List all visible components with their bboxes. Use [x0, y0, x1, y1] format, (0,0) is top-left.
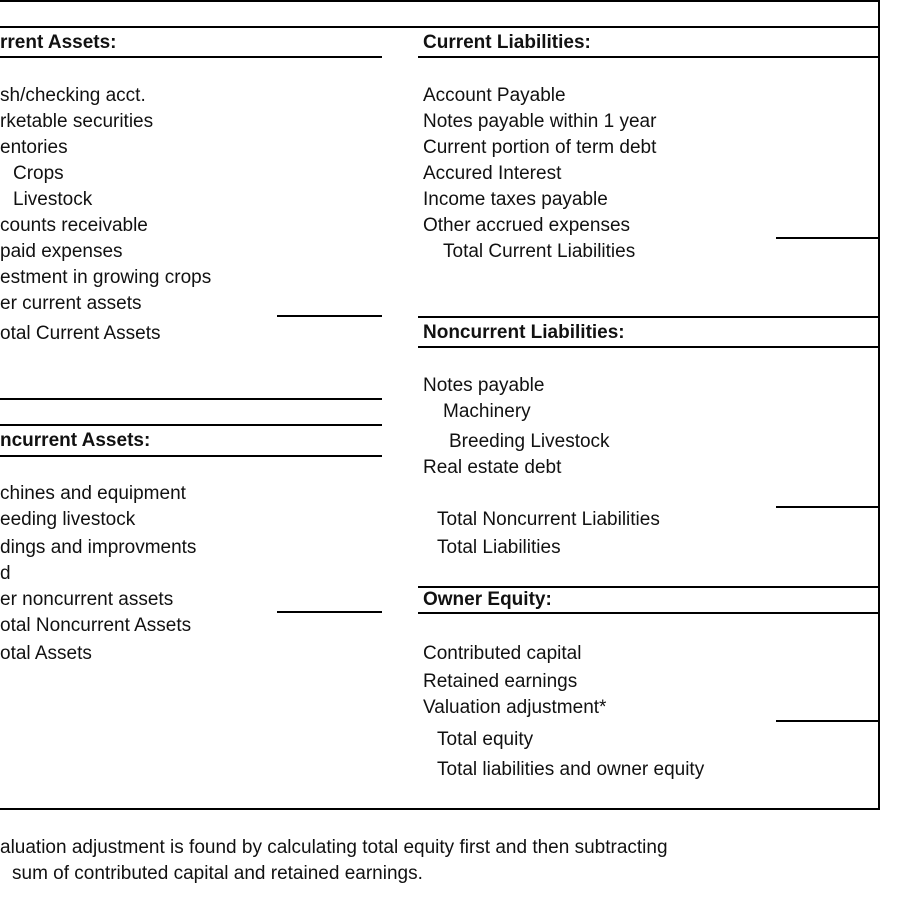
liability-notes-machinery: Machinery: [443, 401, 531, 422]
asset-inventories: entories: [0, 137, 68, 158]
asset-inventories-livestock: Livestock: [13, 189, 93, 210]
asset-machines-equipment: chines and equipment: [0, 483, 186, 504]
total-assets-label: otal Assets: [0, 643, 92, 664]
noncurrent-liabilities-header-topline: [418, 316, 880, 318]
table-top-border: [0, 0, 880, 2]
footnote-line-2: sum of contributed capital and retained earnings.: [12, 863, 423, 884]
asset-buildings-improvements: dings and improvments: [0, 537, 197, 558]
total-noncurrent-assets-value-line: [277, 611, 382, 613]
current-liabilities-header: Current Liabilities:: [423, 32, 591, 53]
asset-investment-growing-crops: estment in growing crops: [0, 267, 212, 288]
liability-real-estate-debt: Real estate debt: [423, 457, 562, 478]
total-noncurrent-assets-label: otal Noncurrent Assets: [0, 615, 192, 636]
table-bottom-border: [0, 808, 880, 810]
asset-prepaid-expenses: paid expenses: [0, 241, 123, 262]
asset-marketable-securities: rketable securities: [0, 111, 154, 132]
owner-equity-header-underline: [418, 612, 880, 614]
owner-equity-header-topline: [418, 586, 880, 588]
liability-current-portion-term-debt: Current portion of term debt: [423, 137, 657, 158]
asset-cash-checking: sh/checking acct.: [0, 85, 146, 106]
header-row-top-line: [0, 26, 880, 28]
current-assets-header: rrent Assets:: [0, 32, 117, 53]
total-equity-label: Total equity: [437, 729, 534, 750]
liability-account-payable: Account Payable: [423, 85, 566, 106]
asset-accounts-receivable: counts receivable: [0, 215, 148, 236]
current-liabilities-header-underline: [418, 56, 880, 58]
table-right-border: [878, 0, 880, 810]
total-noncurrent-liabilities-label: Total Noncurrent Liabilities: [437, 509, 660, 530]
total-current-assets-value-line: [277, 315, 382, 317]
total-equity-value-line: [776, 720, 880, 722]
left-section-divider-1: [0, 398, 382, 400]
liability-accrued-interest: Accured Interest: [423, 163, 562, 184]
asset-other-noncurrent-assets: er noncurrent assets: [0, 589, 174, 610]
asset-inventories-crops: Crops: [13, 163, 64, 184]
total-current-assets-label: otal Current Assets: [0, 323, 161, 344]
owner-equity-header: Owner Equity:: [423, 589, 552, 610]
left-section-divider-2: [0, 424, 382, 426]
noncurrent-assets-header-underline: [0, 455, 382, 457]
asset-other-current-assets: er current assets: [0, 293, 142, 314]
footnote-line-1: aluation adjustment is found by calculating total equity first and then subtracting: [0, 837, 668, 858]
equity-retained-earnings: Retained earnings: [423, 671, 578, 692]
noncurrent-liabilities-header: Noncurrent Liabilities:: [423, 322, 625, 343]
liability-other-accrued-expenses: Other accrued expenses: [423, 215, 631, 236]
liability-notes-payable: Notes payable: [423, 375, 545, 396]
current-assets-header-underline: [0, 56, 382, 58]
liability-notes-breeding-livestock: Breeding Livestock: [449, 431, 610, 452]
total-liabilities-label: Total Liabilities: [437, 537, 561, 558]
asset-land: d: [0, 563, 11, 584]
equity-valuation-adjustment: Valuation adjustment*: [423, 697, 607, 718]
liability-income-taxes-payable: Income taxes payable: [423, 189, 608, 210]
total-noncurrent-liabilities-value-line: [776, 506, 880, 508]
total-current-liabilities-label: Total Current Liabilities: [443, 241, 636, 262]
total-current-liabilities-value-line: [776, 237, 880, 239]
asset-breeding-livestock: eeding livestock: [0, 509, 136, 530]
total-liabilities-owner-equity-label: Total liabilities and owner equity: [437, 759, 705, 780]
noncurrent-liabilities-header-underline: [418, 346, 880, 348]
liability-notes-payable-1yr: Notes payable within 1 year: [423, 111, 657, 132]
noncurrent-assets-header: ncurrent Assets:: [0, 430, 151, 451]
equity-contributed-capital: Contributed capital: [423, 643, 582, 664]
